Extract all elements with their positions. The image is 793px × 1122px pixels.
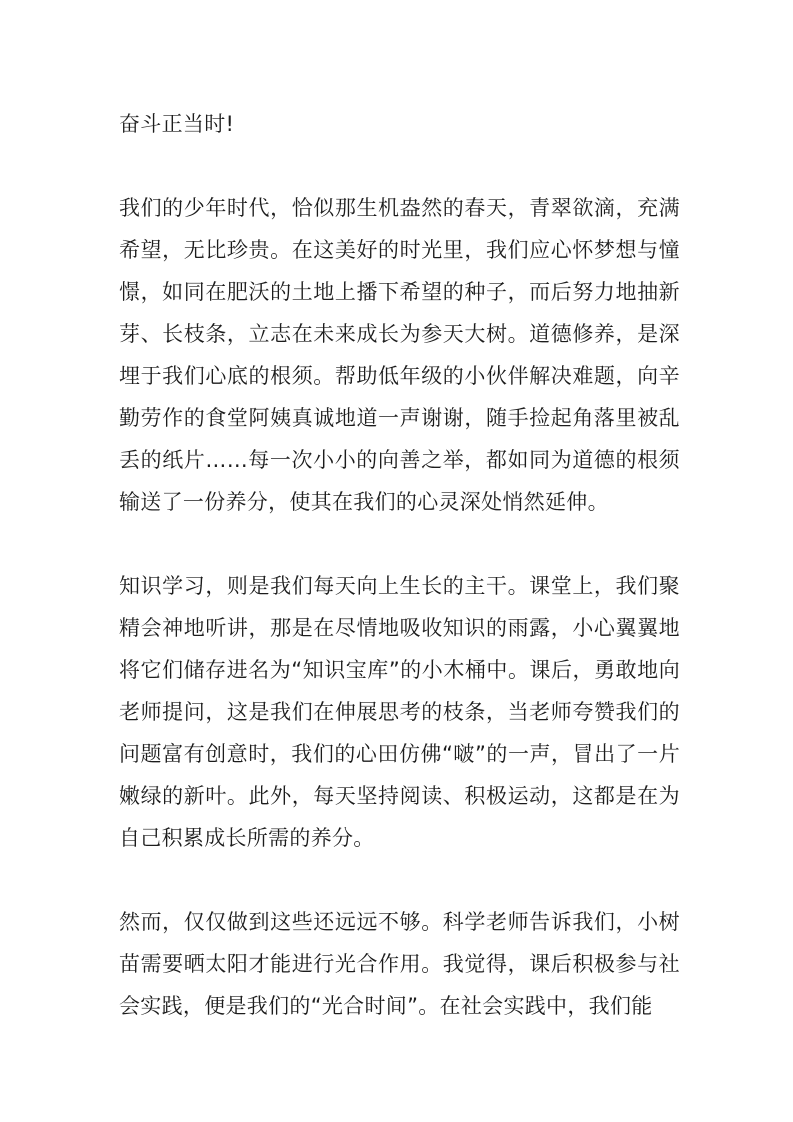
document-content <box>119 103 680 1027</box>
document-heading: 奋斗正当时! <box>119 112 235 136</box>
paragraph-morality: 我们的少年时代，恰似那生机盎然的春天，青翠欲滴，充满希望，无比珍贵。在这美好的时光里，我们应心怀梦想与憧憬，如同在肥沃的土地上播下希望的种子，而后努力地抽新芽、长枝条，立志在未来成长为参天大树。道德修养，是深埋于我们心底的根须。帮助低年级的小伙伴解决难题，向辛勤劳作的食堂阿姨真诚地道一声谢谢，随手捡起角落里被乱丢的纸片……每一次小小的向善之举，都如同为道德的根须输送了一份养分，使其在我们的心灵深处悄然延伸。 <box>119 196 680 514</box>
paragraph-knowledge: 知识学习，则是我们每天向上生长的主干。课堂上，我们聚精会神地听讲，那是在尽情地吸收知识的雨露，小心翼翼地将它们储存进名为“知识宝库”的小木桶中。课后，勇敢地向老师提问，这是我们在伸展思考的枝条，当老师夸赞我们的问题富有创意时，我们的心田仿佛“啵”的一声，冒出了一片嫩绿的新叶。此外，每天坚持阅读、积极运动，这都是在为自己积累成长所需的养分。 <box>119 574 680 850</box>
paragraph-practice: 然而，仅仅做到这些还远远不够。科学老师告诉我们，小树苗需要晒太阳才能进行光合作用。我觉得，课后积极参与社会实践，便是我们的“光合时间”。在社会实践中，我们能 <box>119 910 680 1018</box>
